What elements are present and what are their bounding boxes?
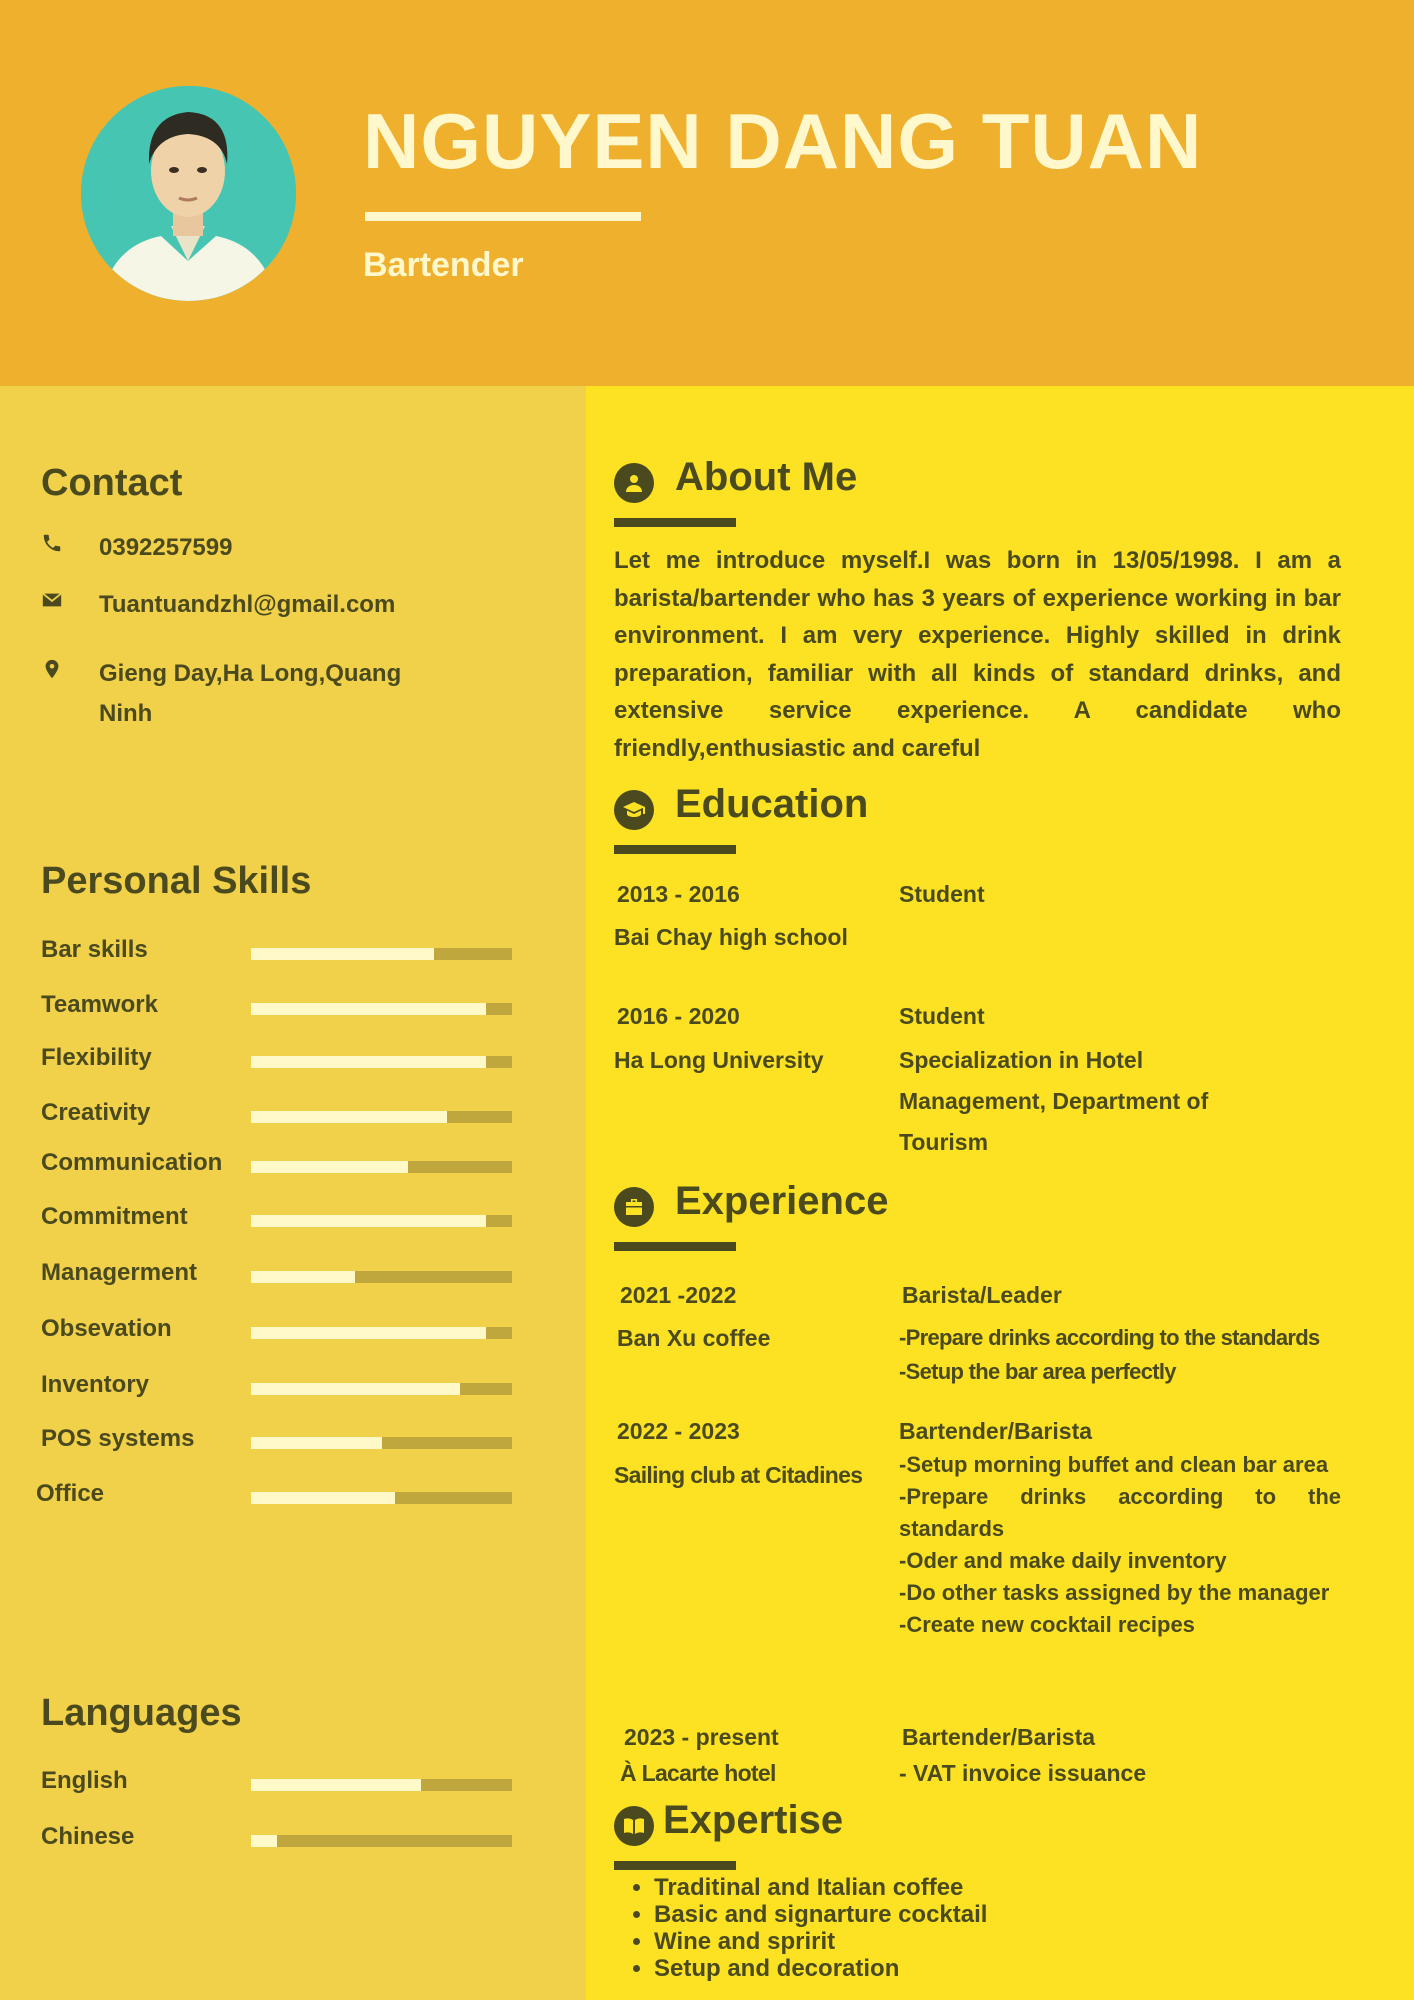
skill-label: Flexibility [41,1044,152,1071]
expertise-item: • Basic and signarture cocktail [654,1901,987,1928]
location-pin-icon [41,654,78,684]
skill-row [41,1315,511,1345]
header [0,0,1414,386]
expertise-rule [614,1861,736,1870]
education-title: Education [675,782,869,826]
experience-place: Sailing club at Citadines [614,1462,863,1488]
experience-duties [899,1449,1341,1641]
experience-role: Barista/Leader [902,1282,1062,1308]
experience-place: À Lacarte hotel [620,1760,776,1786]
skill-level-bar [251,1215,512,1227]
skill-label: Bar skills [41,936,148,963]
profile-photo [81,86,296,301]
education-years: 2016 - 2020 [617,1003,740,1029]
about-rule [614,518,736,527]
experience-role: Bartender/Barista [902,1724,1096,1750]
language-level-bar [251,1779,512,1791]
skills-title: Personal Skills [41,860,312,902]
education-years: 2013 - 2016 [617,881,740,907]
language-level-bar [251,1835,512,1847]
skill-label: Office [36,1480,105,1507]
skill-label: Inventory [41,1371,150,1398]
skill-row [41,1044,511,1074]
skill-label: Teamwork [41,991,158,1018]
skill-label: Commitment [41,1203,188,1230]
education-school: Bai Chay high school [614,924,848,950]
contact-address-row [41,654,459,734]
skill-level-fill [251,1492,395,1504]
skill-row [41,1259,511,1289]
skill-row [41,1371,511,1401]
skill-level-fill [251,1437,382,1449]
skill-row [41,1203,511,1233]
skill-level-fill [251,1003,486,1015]
expertise-item: • Traditinal and Italian coffee [654,1874,987,1901]
experience-place: Ban Xu coffee [617,1325,771,1351]
experience-role: Bartender/Barista [899,1418,1093,1444]
main-content [586,386,1414,2000]
skill-level-bar [251,1056,512,1068]
skill-level-bar [251,1383,512,1395]
expertise-title: Expertise [663,1798,844,1842]
contact-phone-row [41,528,459,568]
experience-title: Experience [675,1179,889,1223]
candidate-role: Bartender [363,246,524,284]
language-level-fill [251,1779,421,1791]
skill-row [36,1480,506,1510]
skill-row [41,991,511,1021]
expertise-item: • Wine and spririt [654,1928,987,1955]
briefcase-icon [614,1187,654,1227]
skill-level-fill [251,1271,355,1283]
experience-duty: -Create new cocktail recipes [899,1612,1195,1637]
education-rule [614,845,736,854]
education-role: Student [899,881,985,907]
candidate-name: NGUYEN DANG TUAN [363,97,1203,185]
language-row [41,1823,511,1853]
user-icon [614,463,654,503]
skill-label: Managerment [41,1259,198,1286]
experience-duty: -Prepare drinks according to the standards [899,1484,1341,1541]
contact-email-row [41,585,459,625]
expertise-list [614,1874,987,1982]
skill-level-fill [251,1327,486,1339]
skill-row [41,1099,511,1129]
experience-years: 2021 -2022 [620,1282,737,1308]
education-role: Student [899,1003,985,1029]
skill-level-bar [251,1271,512,1283]
experience-years: 2022 - 2023 [617,1418,740,1444]
contact-phone: 0392257599 [99,534,233,561]
skill-label: Creativity [41,1099,151,1126]
skill-label: Communication [41,1149,223,1176]
skill-level-fill [251,1383,460,1395]
experience-duty: -Setup the bar area perfectly [899,1359,1176,1384]
skill-level-bar [251,1327,512,1339]
skill-level-fill [251,1161,408,1173]
about-text: Let me introduce myself.I was born in 13/05/1998. I am a barista/bartender who has 3 years of experience working in bar environment. I am very experience. Highly skilled in drink preparation, familiar with all kinds of standard drinks, and extensive service experience. A candidate who friendly,enthusiastic and careful [614,547,1341,762]
sidebar [0,386,586,2000]
envelope-icon [41,585,78,615]
name-divider [365,212,641,221]
skill-row [41,1149,511,1179]
skill-level-fill [251,1215,486,1227]
portrait-illustration [81,86,296,301]
skill-level-bar [251,1437,512,1449]
education-school: Ha Long University [614,1047,824,1073]
skill-level-fill [251,1111,447,1123]
experience-duty: - VAT invoice issuance [899,1760,1147,1786]
experience-rule [614,1242,736,1251]
language-label: Chinese [41,1823,135,1850]
language-level-fill [251,1835,277,1847]
contact-title: Contact [41,462,183,504]
contact-address: Gieng Day,Ha Long,Quang Ninh [99,660,402,727]
skill-level-bar [251,1111,512,1123]
experience-duty: -Setup morning buffet and clean bar area [899,1452,1329,1477]
skill-level-fill [251,948,434,960]
about-title: About Me [675,455,858,499]
skill-level-fill [251,1056,486,1068]
expertise-item: • Setup and decoration [654,1955,987,1982]
skill-row [41,936,511,966]
skill-level-bar [251,1492,512,1504]
experience-duty: -Oder and make daily inventory [899,1548,1227,1573]
experience-duty: -Prepare drinks according to the standards [899,1325,1320,1350]
graduation-cap-icon [614,790,654,830]
language-row [41,1767,511,1797]
education-detail: Specialization in Hotel Management, Department of Tourism [899,1047,1209,1155]
skill-label: Obsevation [41,1315,172,1342]
skill-level-bar [251,1161,512,1173]
contact-email: Tuantuandzhl@gmail.com [99,591,396,618]
experience-duty: -Do other tasks assigned by the manager [899,1580,1330,1605]
skill-level-bar [251,948,512,960]
open-book-icon [614,1806,654,1846]
language-label: English [41,1767,128,1794]
phone-icon [41,528,78,558]
skill-level-bar [251,1003,512,1015]
skill-label: POS systems [41,1425,195,1452]
skill-row [41,1425,511,1455]
experience-years: 2023 - present [624,1724,779,1750]
languages-title: Languages [41,1692,242,1734]
